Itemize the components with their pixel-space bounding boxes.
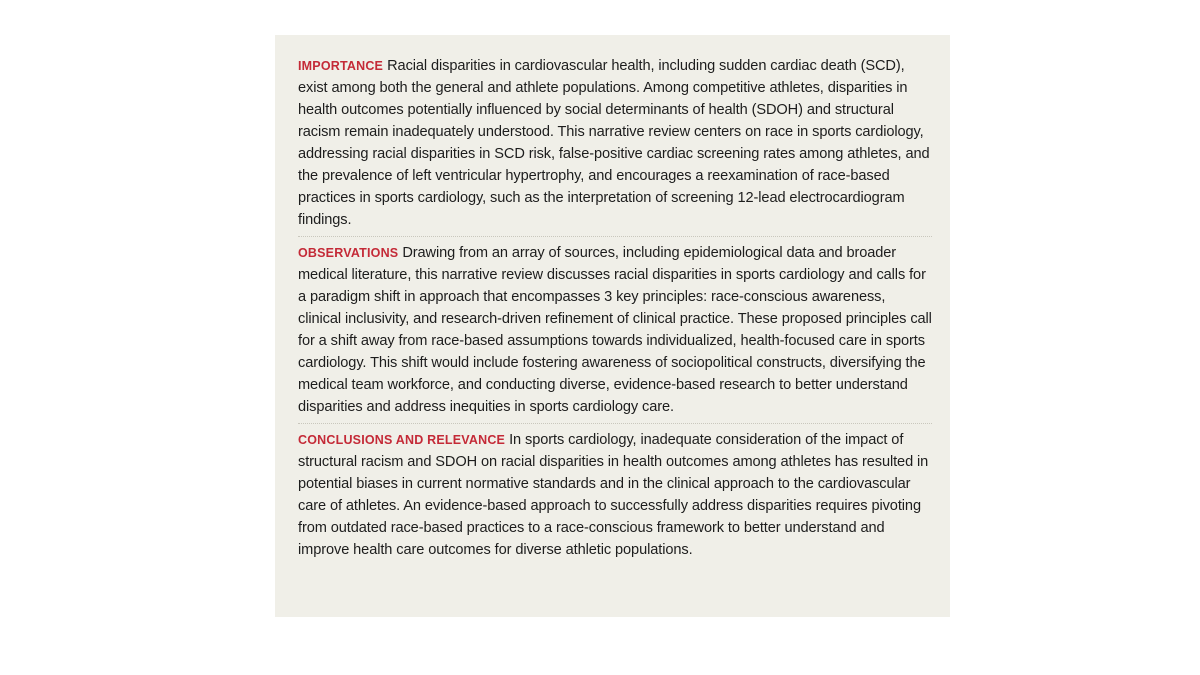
conclusions-heading: CONCLUSIONS AND RELEVANCE bbox=[298, 433, 506, 447]
importance-text: Racial disparities in cardiovascular health, including sudden cardiac death (SCD), exist among both the general and athlete populations. Among competitive athletes, disparities in health outcomes potentially influenced by social determinants of health (SDOH) and structural racism remain inadequately understood. This narrative review centers on race in sports cardiology, addressing racial disparities in SCD risk, false-positive cardiac screening rates among athletes, and the prevalence of left ventricular hypertrophy, and encourages a reexamination of race-based practices in sports cardiology, such as the interpretation of screening 12-lead electrocardiogram findings. bbox=[298, 58, 930, 228]
conclusions-text: In sports cardiology, inadequate consideration of the impact of structural racism and SDOH on racial disparities in health outcomes among athletes has resulted in potential biases in current normative standards and in the clinical approach to the cardiovascular care of athletes. An evidence-based approach to successfully address disparities requires pivoting from outdated race-based practices to a race-conscious framework to better understand and improve health care outcomes for diverse athletic populations. bbox=[298, 432, 929, 558]
observations-section bbox=[298, 236, 932, 423]
conclusions-section bbox=[298, 423, 932, 566]
importance-section bbox=[298, 55, 932, 236]
observations-text: Drawing from an array of sources, including epidemiological data and broader medical literature, this narrative review discusses racial disparities in sports cardiology and calls for a paradigm shift in approach that encompasses 3 key principles: race-conscious awareness, clinical inclusivity, and research-driven refinement of clinical practice. These proposed principles call for a shift away from race-based assumptions towards individualized, health-focused care in sports cardiology. This shift would include fostering awareness of sociopolitical constructs, diversifying the medical team workforce, and conducting diverse, evidence-based research to better understand disparities and address inequities in sports cardiology care. bbox=[298, 245, 932, 415]
abstract-box bbox=[275, 35, 950, 617]
importance-heading: IMPORTANCE bbox=[298, 59, 384, 73]
observations-heading: OBSERVATIONS bbox=[298, 246, 399, 260]
